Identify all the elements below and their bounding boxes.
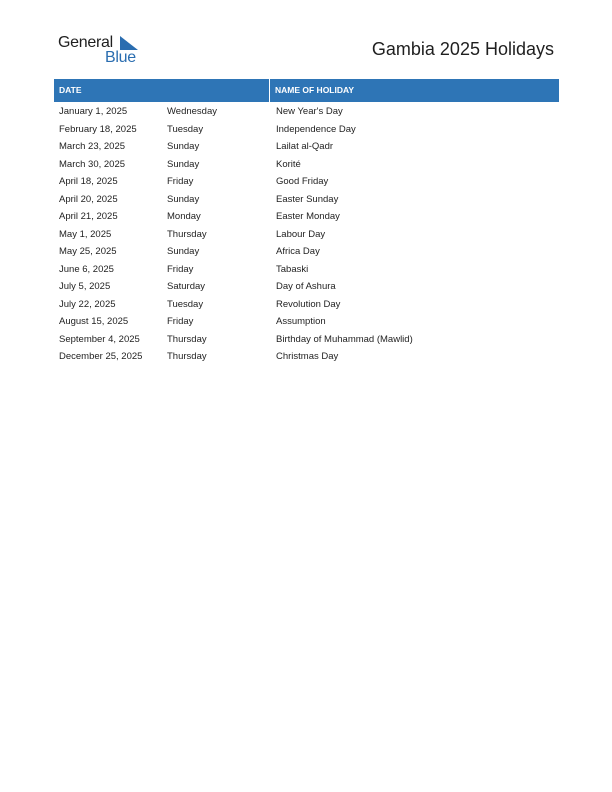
holiday-name: Day of Ashura bbox=[276, 281, 336, 292]
holiday-date: April 21, 2025 bbox=[59, 211, 118, 222]
holiday-date: April 20, 2025 bbox=[59, 193, 118, 205]
table-row bbox=[54, 296, 559, 314]
table-row bbox=[54, 226, 559, 244]
holiday-date: September 4, 2025 bbox=[59, 333, 140, 345]
holiday-weekday: Friday bbox=[167, 263, 194, 275]
table-row bbox=[54, 243, 559, 261]
holiday-weekday: Friday bbox=[167, 316, 194, 327]
holiday-date: July 22, 2025 bbox=[59, 298, 116, 310]
logo-word-blue: Blue bbox=[105, 49, 136, 66]
holiday-name: Tabaski bbox=[276, 263, 309, 275]
holiday-date: March 23, 2025 bbox=[59, 141, 126, 152]
holiday-name: Independence Day bbox=[276, 123, 356, 135]
table-row bbox=[54, 138, 559, 156]
table-row bbox=[54, 261, 559, 279]
logo-word-general: General bbox=[58, 34, 113, 51]
holiday-weekday: Wednesday bbox=[167, 106, 217, 117]
holidays-table bbox=[54, 79, 559, 366]
holiday-weekday: Sunday bbox=[167, 158, 200, 170]
holiday-weekday: Thursday bbox=[167, 333, 207, 345]
holiday-name: Lailat al-Qadr bbox=[276, 141, 334, 152]
holiday-weekday: Sunday bbox=[167, 141, 200, 152]
holiday-date: January 1, 2025 bbox=[59, 106, 128, 117]
column-header-holiday-name: NAME OF HOLIDAY bbox=[275, 85, 355, 95]
table-row bbox=[54, 103, 559, 121]
table-row bbox=[54, 348, 559, 366]
holiday-date: December 25, 2025 bbox=[59, 351, 143, 362]
holiday-weekday: Thursday bbox=[167, 351, 207, 362]
column-header-date: DATE bbox=[54, 79, 270, 102]
holiday-name: Easter Sunday bbox=[276, 193, 339, 205]
page-title: Gambia 2025 Holidays bbox=[371, 39, 554, 59]
holiday-date: March 30, 2025 bbox=[59, 158, 126, 170]
holiday-date: August 15, 2025 bbox=[59, 316, 129, 327]
table-row bbox=[54, 278, 559, 296]
holiday-name: Easter Monday bbox=[276, 211, 340, 222]
holiday-name: Korité bbox=[276, 158, 301, 170]
holiday-weekday: Saturday bbox=[167, 281, 206, 292]
holiday-weekday: Monday bbox=[167, 211, 201, 222]
table-row bbox=[54, 331, 559, 349]
table-row bbox=[54, 156, 559, 174]
holiday-weekday: Friday bbox=[167, 176, 194, 187]
table-row bbox=[54, 173, 559, 191]
holiday-date: June 6, 2025 bbox=[59, 263, 114, 275]
holiday-date: May 1, 2025 bbox=[59, 228, 112, 240]
holiday-name: Africa Day bbox=[276, 246, 320, 257]
holiday-name: Good Friday bbox=[276, 176, 329, 187]
holiday-date: May 25, 2025 bbox=[59, 246, 117, 257]
holiday-name: New Year's Day bbox=[276, 106, 343, 117]
holiday-name: Assumption bbox=[276, 316, 326, 327]
table-row bbox=[54, 208, 559, 226]
holiday-weekday: Sunday bbox=[167, 193, 200, 205]
blue-triangle-flag-icon bbox=[120, 36, 138, 50]
holiday-name: Labour Day bbox=[276, 228, 326, 240]
holiday-name: Birthday of Muhammad (Mawlid) bbox=[276, 333, 413, 345]
holiday-date: July 5, 2025 bbox=[59, 281, 111, 292]
table-row bbox=[54, 191, 559, 209]
holiday-weekday: Sunday bbox=[167, 246, 200, 257]
table-row bbox=[54, 313, 559, 331]
table-header bbox=[54, 79, 559, 102]
holiday-date: February 18, 2025 bbox=[59, 123, 137, 135]
holiday-weekday: Tuesday bbox=[167, 123, 204, 135]
brand-logo bbox=[58, 34, 148, 68]
table-body bbox=[54, 102, 559, 366]
holiday-date: April 18, 2025 bbox=[59, 176, 118, 187]
table-row bbox=[54, 121, 559, 139]
holiday-weekday: Tuesday bbox=[167, 298, 204, 310]
holiday-name: Christmas Day bbox=[276, 351, 339, 362]
holiday-weekday: Thursday bbox=[167, 228, 207, 240]
holiday-name: Revolution Day bbox=[276, 298, 341, 310]
